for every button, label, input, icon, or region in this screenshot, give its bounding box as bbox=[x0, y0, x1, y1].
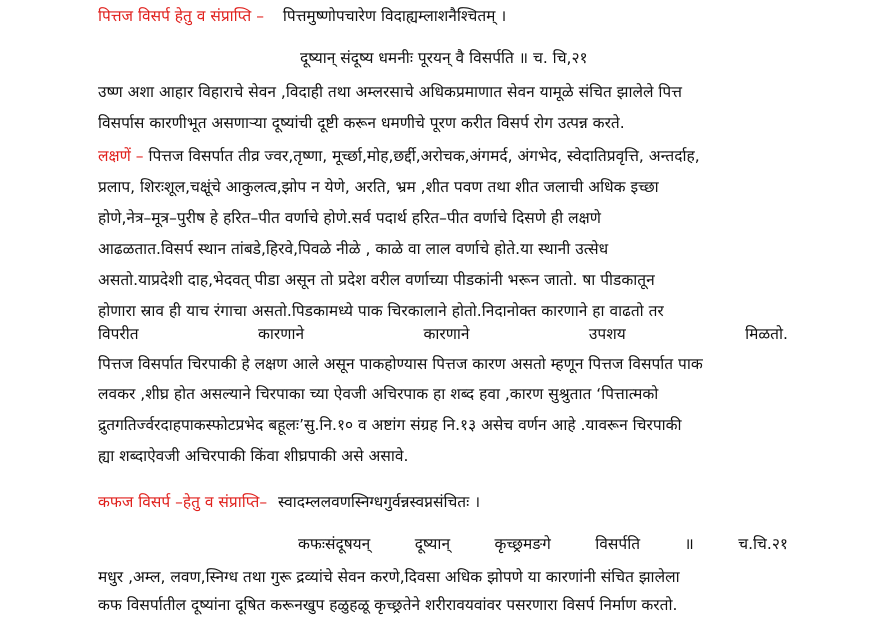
section1-heading bbox=[98, 6, 788, 26]
spread-word: उपशय bbox=[588, 325, 626, 343]
symptoms-label: लक्षणें – bbox=[98, 147, 144, 165]
symptoms-line: होणारा स्राव ही याच रंगाचा असतो.पिडकामध्ये पाक चिरकालाने होतो.निदानोक्त कारणाने हा वाढतो तर bbox=[98, 302, 664, 320]
note-line: ह्या शब्दाऐवजी अचिरपाकी किंवा शीघ्रपाकी असे असावे. bbox=[98, 447, 409, 465]
section2-verse-word: विसर्पति bbox=[595, 535, 641, 553]
symptoms-first-text: पित्तज विसर्पात तीव्र ज्वर,तृष्णा, मूर्च्छा,मोह,छर्द्दी,अरोचक,अंगमर्द, अंगभेद, स्वेदातिप्रवृत्ति, अन्तर्दाह, bbox=[148, 147, 700, 165]
section2-heading-shloka: स्वादम्ललवणस्निग्धगुर्वन्नस्वप्नसंचितः । bbox=[278, 493, 481, 511]
section2-paragraph-line: मधुर ,अम्ल, लवण,स्निग्ध तथा गुरू द्रव्यांचे सेवन करणे,दिवसा अधिक झोपणे या कारणांनी संचित झालेला bbox=[98, 568, 680, 586]
section1-heading-title: पित्तज विसर्प हेतु व संप्राप्ति – bbox=[98, 7, 264, 25]
section1-verse-text: दूष्यान् संदूष्य धमनीः पूरयन् वै विसर्पति ॥ च. चि,२१ bbox=[300, 49, 588, 67]
section2-verse-word: दूष्यान् bbox=[414, 535, 451, 553]
section1-verse bbox=[300, 48, 780, 68]
section2-verse-word: कृच्छ्रमङगे bbox=[494, 535, 551, 553]
symptoms-line: असतो.याप्रदेशी दाह,भेदवत् पीडा असून तो प्रदेश वरील वर्णाच्या पीडकांनी भरून जातो. षा पीडकातून bbox=[98, 271, 655, 289]
section2-verse bbox=[298, 534, 788, 554]
section2-verse-word: कफःसंदूषयन् bbox=[298, 535, 371, 553]
spread-word: मिळतो. bbox=[745, 325, 788, 343]
note-line: द्रुतगतिर्ज्वरदाहपाकस्फोटप्रभेद बहूलः’सु.नि.१० व अष्टांग संग्रह नि.१३ असेच वर्णन आहे .यावरून चिरपाकी bbox=[98, 416, 682, 434]
spread-word: कारणाने bbox=[423, 325, 470, 343]
note-line: लवकर ,शीघ्र होत असल्याने चिरपाका च्या ऐवजी अचिरपाक हा शब्द हवा ,कारण सुश्रुतात ‘पित्तात्मको bbox=[98, 385, 659, 403]
section1-paragraph-line: विसर्पास कारणीभूत असणाऱ्या दूष्यांची दूष्टी करून धमणीचे पूरण करीत विसर्प रोग उत्पन्न करते. bbox=[98, 114, 625, 132]
section2-verse-word: ॥ bbox=[684, 535, 694, 553]
section1-paragraph-line: उष्ण अशा आहार विहाराचे सेवन ,विदाही तथा अम्लरसाचे अधिकप्रमाणात सेवन यामूळे संचित झालेले पित्त bbox=[98, 83, 682, 101]
symptoms-line: प्रलाप, शिरःशूल,चक्षूंचे आकुलत्व,झोप न येणे, अरति, भ्रम ,शीत पवण तथा शीत जलाची अधिक इच्छा bbox=[98, 178, 659, 196]
spread-word: कारणाने bbox=[258, 325, 305, 343]
spread-word: विपरीत bbox=[98, 325, 139, 343]
symptoms-line: आढळतात.विसर्प स्थान तांबडे,हिरवे,पिवळे नीळे , काळे वा लाल वर्णाचे होते.या स्थानी उत्सेध bbox=[98, 240, 609, 258]
section1-heading-shloka: पित्तमुष्णोपचारेण विदाह्यम्लाशनैश्चितम् । bbox=[282, 7, 507, 25]
note-line: पित्तज विसर्पात चिरपाकी हे लक्षण आले असून पाकहोण्यास पित्तज कारण असतो म्हणून पित्तज विसर्पात पाक bbox=[98, 355, 703, 373]
section2-verse-word: च.चि.२१ bbox=[738, 535, 788, 553]
section2-heading bbox=[98, 492, 788, 512]
symptoms-line bbox=[98, 146, 788, 166]
symptoms-line: होणे,नेत्र–मूत्र–पुरीष हे हरित–पीत वर्णाचे होणे.सर्व पदार्थ हरित–पीत वर्णाचे दिसणे ही लक्षणे bbox=[98, 209, 601, 227]
section2-heading-title: कफज विसर्प –हेतु व संप्राप्ति– bbox=[98, 493, 268, 511]
section2-paragraph-line: कफ विसर्पातील दूष्यांना दूषित करूनखुप हळुहळू कृच्छ्रतेने शरीरावयवांवर पसरणारा विसर्प निर्माण करतो. bbox=[98, 596, 678, 614]
spread-line bbox=[98, 324, 788, 344]
